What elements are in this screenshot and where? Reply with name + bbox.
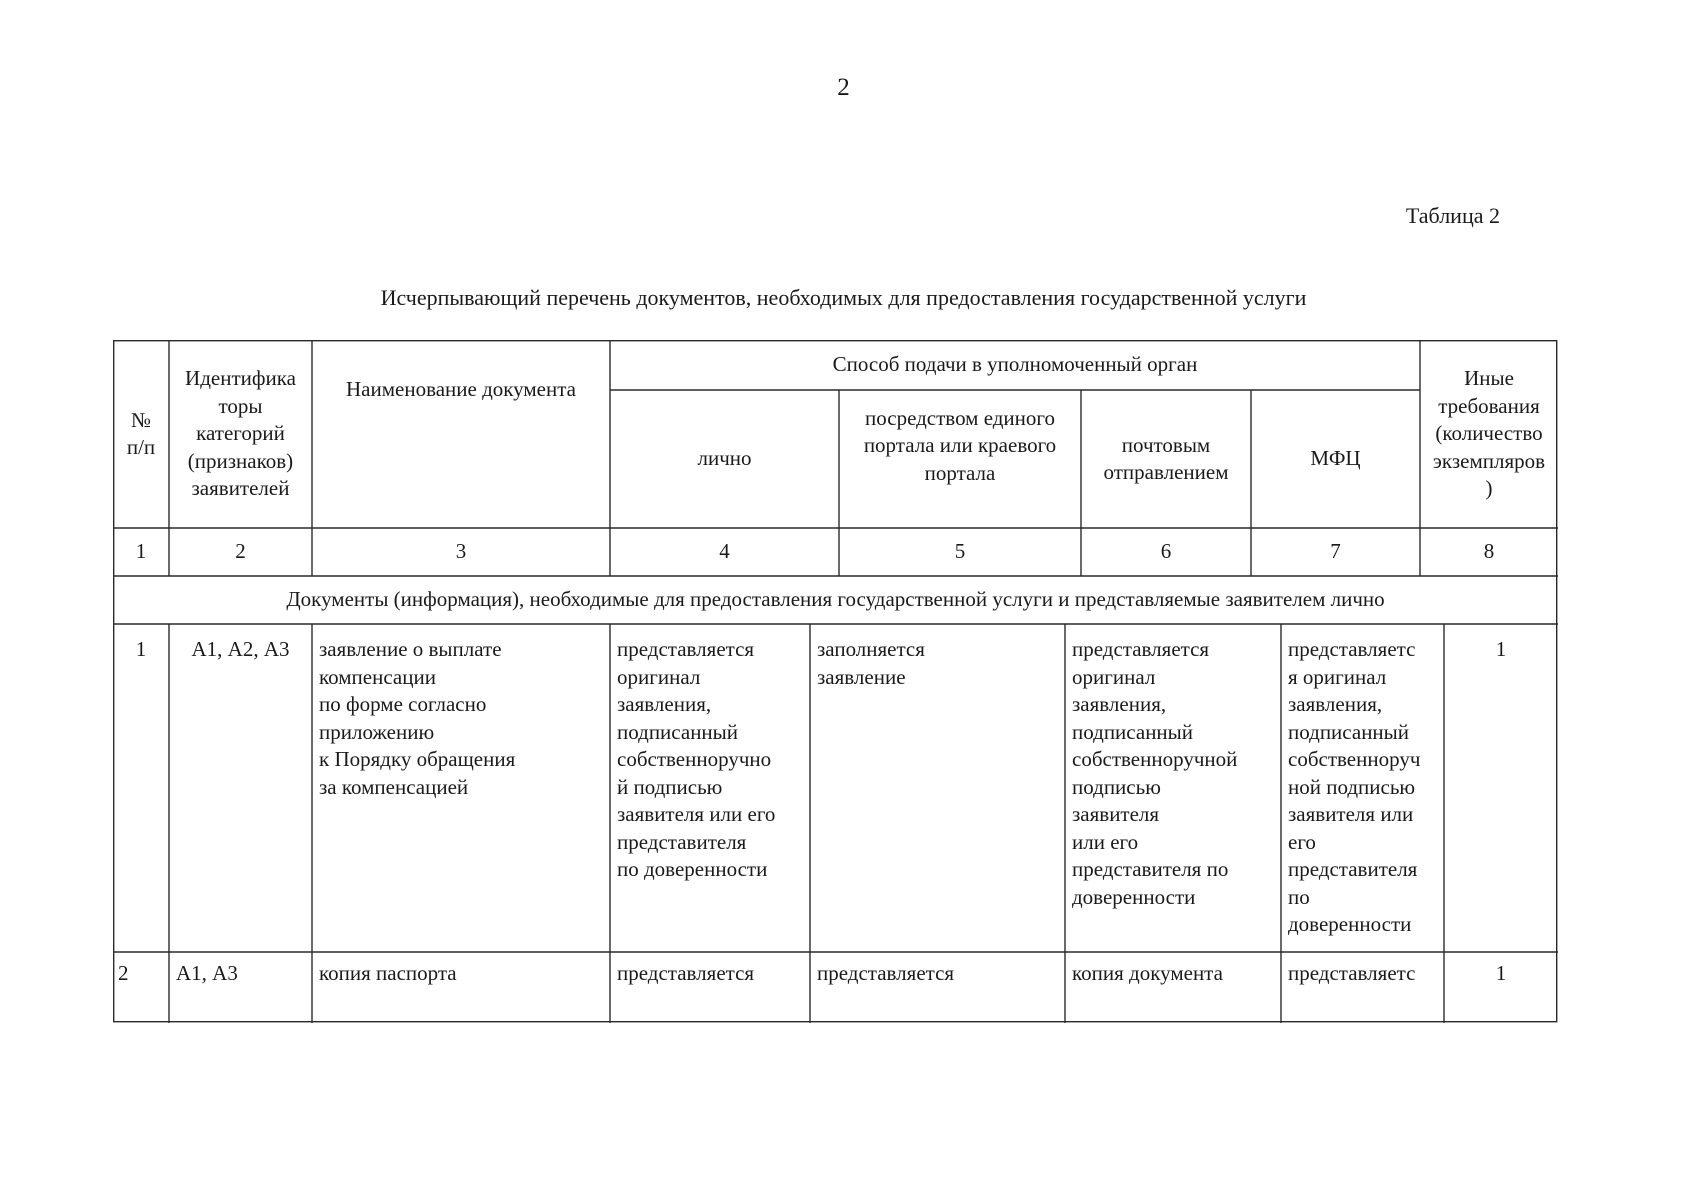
row1-in-person: представляется оригинал заявления, подписанный собственноручно й подписью заявителя или его представителя по доверенности [617,637,776,881]
row1-postal: представляется оригинал заявления, подписанный собственноручной подписью заявителя или его представителя по доверенности [1072,637,1238,909]
row2-doc-name: копия паспорта [319,961,457,985]
column-number: 8 [1483,539,1495,564]
row1-other: 1 [1495,637,1507,661]
column-number: 1 [135,539,147,564]
document-title: Исчерпывающий перечень документов, необходимых для предоставления государственной услуги [380,285,1307,310]
column-number: 7 [1330,539,1341,564]
section-title: Документы (информация), необходимые для предоставления государственной услуги и представляемые заявителем лично [286,587,1385,612]
row1-identifiers: А1, А2, А3 [191,637,290,661]
header-postal: почтовым отправлением [1103,432,1229,484]
table-caption: Таблица 2 [1405,203,1500,228]
row1-portal: заполняется заявление [817,637,925,689]
column-number: 6 [1160,539,1172,564]
page-number: 2 [837,74,850,101]
column-number: 3 [455,539,467,564]
row1-mfc: представляетс я оригинал заявления, подписанный собственноруч ной подписью заявителя или его представителя по доверенности [1288,637,1421,936]
row2-postal: копия документа [1072,961,1223,985]
header-other-requirements: Иные требования (количество экземпляров ) [1432,366,1546,501]
header-num: № п/п [126,407,156,459]
header-portal: посредством единого портала или краевого портала [863,405,1057,485]
row1-num: 1 [135,637,147,661]
row2-in-person: представляется [617,961,755,985]
row2-mfc: представляетс [1288,961,1416,985]
row1-doc-name: заявление о выплате компенсации по форме согласно приложению к Порядку обращения за компенсацией [319,637,516,799]
column-number: 2 [235,539,246,564]
row2-portal: представляется [817,961,955,985]
header-in-person: лично [697,446,752,471]
documents-table [113,340,1559,1023]
header-mfc: МФЦ [1310,446,1361,471]
row2-num: 2 [118,961,129,985]
column-number: 5 [954,539,966,564]
header-identifiers: Идентифика торы категорий (признаков) заявителей [185,366,296,501]
row2-other: 1 [1495,961,1507,985]
header-submission-method: Способ подачи в уполномоченный орган [832,352,1198,377]
row2-identifiers: А1, А3 [176,961,238,985]
column-number: 4 [719,539,730,564]
header-doc-name: Наименование документа [346,377,576,401]
